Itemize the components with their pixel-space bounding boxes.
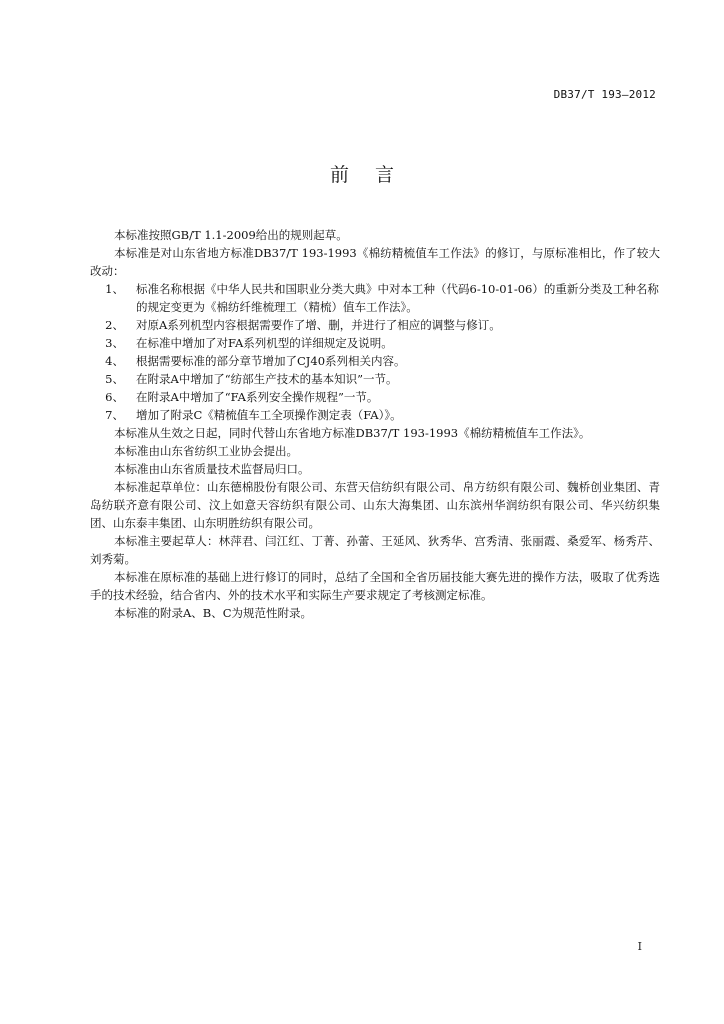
change-list-item	[90, 406, 660, 424]
change-item-number: 6、	[105, 390, 124, 404]
administrator-paragraph: 本标准由山东省质量技术监督局归口。	[114, 462, 310, 476]
change-item-text: 根据需要标准的部分章节增加了CJ40系列相关内容。	[136, 354, 406, 368]
change-item-number: 3、	[105, 336, 124, 350]
replacement-paragraph: 本标准从生效之日起，同时代替山东省地方标准DB37/T 193-1993《棉纺精梳值车工作法》。	[114, 426, 591, 440]
appendix-note-paragraph: 本标准的附录A、B、C为规范性附录。	[114, 606, 313, 620]
change-item-number: 7、	[105, 408, 124, 422]
change-item-text: 在标准中增加了对FA系列机型的详细规定及说明。	[136, 336, 393, 350]
drafters-paragraph: 本标准主要起草人：林萍君、闫江红、丁菁、孙蕾、王延风、狄秀华、宫秀清、张丽霞、桑爱军、杨秀芹、刘秀菊。	[90, 534, 660, 566]
change-list-item	[90, 316, 660, 334]
change-item-text: 标准名称根据《中华人民共和国职业分类大典》中对本工种（代码6-10-01-06）的重新分类及工种名称的规定变更为《棉纺纤维梳理工（精梳）值车工作法》。	[136, 282, 659, 314]
change-list-item	[90, 388, 660, 406]
change-list-item	[90, 352, 660, 370]
standard-code: DB37/T 193—2012	[553, 88, 656, 101]
change-item-text: 在附录A中增加了“FA系列安全操作规程”一节。	[136, 390, 379, 404]
change-item-number: 2、	[105, 318, 124, 332]
change-item-number: 1、	[105, 282, 124, 296]
page-title: 前言	[329, 164, 420, 186]
page-number: I	[637, 940, 642, 953]
change-item-number: 5、	[105, 372, 124, 386]
change-item-text: 增加了附录C《精梳值车工全项操作测定表（FA）》。	[136, 408, 402, 422]
document-body	[90, 226, 660, 622]
drafting-rule-paragraph: 本标准按照GB/T 1.1-2009给出的规则起草。	[114, 228, 348, 242]
change-list-item	[90, 370, 660, 388]
header-divider	[66, 106, 658, 107]
drafting-units-paragraph: 本标准起草单位：山东德棉股份有限公司、东营天信纺织有限公司、帛方纺织有限公司、魏桥创业集团、青岛纺联齐意有限公司、汶上如意天容纺织有限公司、山东大海集团、山东滨州华润纺织有限公司、华兴纺织集团、山东泰丰集团、山东明胜纺织有限公司。	[90, 480, 660, 530]
change-list-item	[90, 280, 660, 316]
revision-intro-paragraph: 本标准是对山东省地方标准DB37/T 193-1993《棉纺精梳值车工作法》的修订，与原标准相比，作了较大改动：	[90, 246, 660, 278]
revision-note-paragraph: 本标准在原标准的基础上进行修订的同时，总结了全国和全省历届技能大赛先进的操作方法，吸取了优秀选手的技术经验，结合省内、外的技术水平和实际生产要求规定了考核测定标准。	[90, 570, 660, 602]
change-item-text: 在附录A中增加了“纺部生产技术的基本知识”一节。	[136, 372, 398, 386]
change-item-text: 对原A系列机型内容根据需要作了增、删，并进行了相应的调整与修订。	[136, 318, 501, 332]
change-list	[90, 280, 660, 424]
change-list-item	[90, 334, 660, 352]
change-item-number: 4、	[105, 354, 124, 368]
proposer-paragraph: 本标准由山东省纺织工业协会提出。	[114, 444, 298, 458]
